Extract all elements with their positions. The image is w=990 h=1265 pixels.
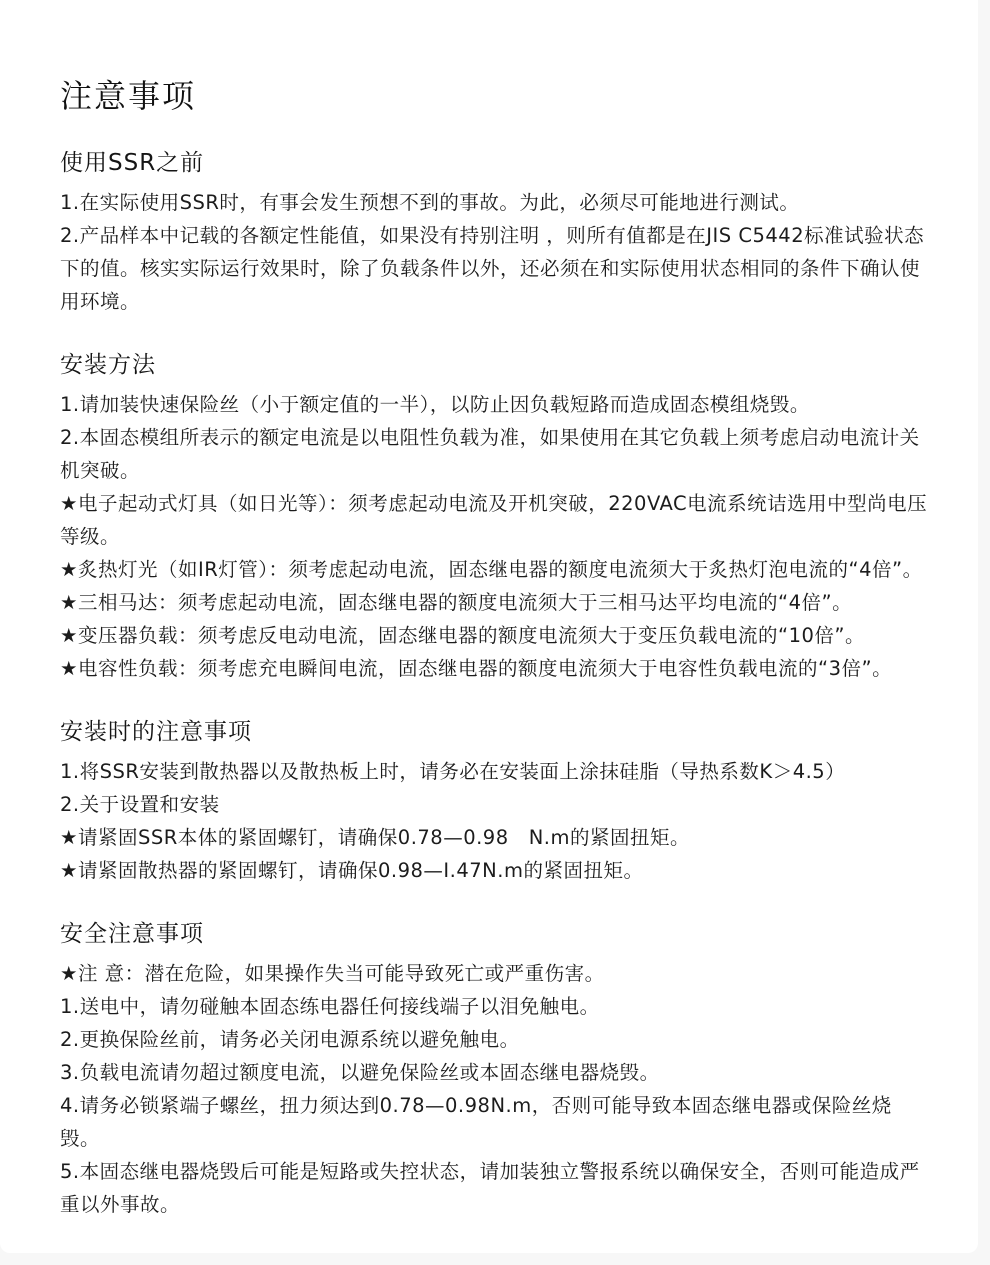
section-heading-install-precautions: 安装时的注意事项 [60,719,252,745]
section-heading-safety-precautions: 安全注意事项 [60,921,204,947]
paragraph: 1.送电中，请勿碰触本固态练电器任何接线端子以泪免触电。 [60,995,600,1018]
paragraph: ★三相马达：须考虑起动电流，固态继电器的额度电流须大于三相马达平均电流的“4倍”。 [60,591,853,614]
paragraph: 2.产品样本中记载的各额定性能值，如果没有持别注明 ，则所有值都是在JIS C5442标准试验状态下的值。核实实际运行效果时，除了负载条件以外，还必须在和实际使用状态相同的条件下确认使用环境。 [60,224,925,313]
paragraph: 1.将SSR安装到散热器以及散热板上时，请务必在安装面上涂抹硅脂（导热系数K＞4.5） [60,760,846,783]
paragraph: ★请紧固SSR本体的紧固螺钉，请确保0.78—0.98 N.m的紧固扭矩。 [60,826,690,849]
section-safety-precautions [60,919,930,1221]
paragraph: 2.关于设置和安装 [60,793,220,816]
section-install-precautions [60,717,930,887]
paragraph: ★电子起动式灯具（如日光等）：须考虑起动电流及开机突破，220VAC电流系统诘选用中型尚电压等级。 [60,492,928,548]
paragraph: 2.本固态模组所表示的额定电流是以电阻性负载为准，如果使用在其它负载上须考虑启动电流计关机突破。 [60,426,920,482]
paragraph: ★变压器负载：须考虑反电动电流，固态继电器的额度电流须大于变压负载电流的“10倍”。 [60,624,865,647]
paragraph: 3.负载电流请勿超过额度电流，以避免保险丝或本固态继电器烧毁。 [60,1061,660,1084]
paragraph: 2.更换保险丝前，请务必关闭电源系统以避免触电。 [60,1028,520,1051]
section-before-use [60,148,930,318]
page-title: 注意事项 [60,77,197,115]
section-heading-install-method: 安装方法 [60,352,156,378]
section-heading-before-use: 使用SSR之前 [60,150,205,176]
paragraph: ★注 意：潜在危险，如果操作失当可能导致死亡或严重伤害。 [60,962,605,985]
paragraph: 1.在实际使用SSR时，有事会发生预想不到的事故。为此，必须尽可能地进行测试。 [60,191,800,214]
paragraph: ★请紧固散热器的紧固螺钉，请确保0.98—I.47N.m的紧固扭矩。 [60,859,644,882]
paragraph: ★电容性负载：须考虑充电瞬间电流，固态继电器的额度电流须大于电容性负载电流的“3倍”。 [60,657,893,680]
paragraph: 5.本固态继电器烧毁后可能是短路或失控状态，请加装独立警报系统以确保安全，否则可能造成严重以外事故。 [60,1160,920,1216]
paragraph: 1.请加装快速保险丝（小于额定值的一半），以防止因负载短路而造成固态模组烧毁。 [60,393,810,416]
paragraph: 4.请务必锁紧端子螺丝，扭力须达到0.78—0.98N.m，否则可能导致本固态继电器或保险丝烧毁。 [60,1094,892,1150]
paragraph: ★炙热灯光（如IR灯管）：须考虑起动电流，固态继电器的额度电流须大于炙热灯泡电流的“4倍”。 [60,558,923,581]
section-install-method [60,350,930,685]
